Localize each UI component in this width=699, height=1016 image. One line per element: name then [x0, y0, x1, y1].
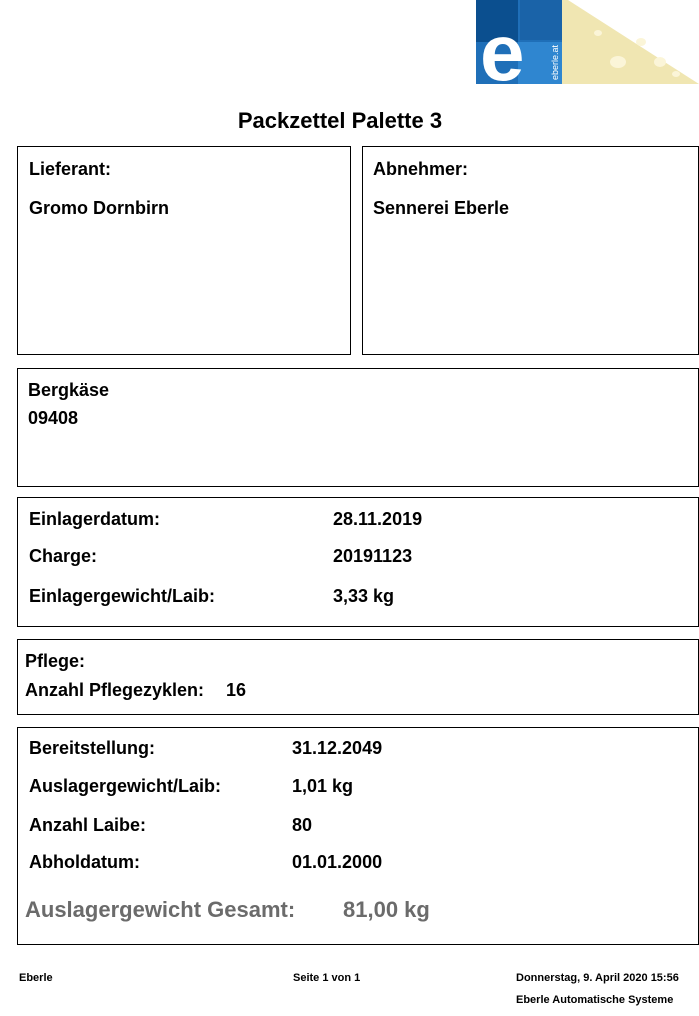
product-code: 09408	[28, 408, 79, 428]
storage-date-label: Einlagerdatum:	[29, 509, 161, 529]
customer-box	[362, 146, 699, 355]
batch-value: 20191123	[333, 546, 413, 566]
care-label: Pflege:	[25, 651, 86, 671]
care-box	[17, 639, 699, 715]
footer-left: Eberle	[19, 972, 53, 984]
count-value: 80	[292, 815, 313, 835]
storage-box	[17, 497, 699, 627]
out-weight-label: Auslagergewicht/Laib:	[29, 776, 222, 796]
ready-label: Bereitstellung:	[29, 738, 156, 758]
customer-label: Abnehmer:	[373, 159, 469, 179]
supplier-box	[17, 146, 351, 355]
product-name: Bergkäse	[28, 380, 110, 400]
product-box	[17, 368, 699, 487]
footer-page-number: Seite 1 von 1	[293, 972, 361, 984]
batch-label: Charge:	[29, 546, 98, 566]
customer-value: Sennerei Eberle	[373, 198, 510, 218]
out-weight-value: 1,01 kg	[292, 776, 354, 796]
ready-value: 31.12.2049	[292, 738, 383, 758]
supplier-label: Lieferant:	[29, 159, 112, 179]
storage-weight-value: 3,33 kg	[333, 586, 395, 606]
logo-domain: eberle.at	[550, 44, 560, 80]
total-weight-label: Auslagergewicht Gesamt:	[25, 897, 296, 922]
total-weight-value: 81,00 kg	[343, 897, 430, 922]
supplier-value: Gromo Dornbirn	[29, 198, 169, 218]
footer-datetime: Donnerstag, 9. April 2020 15:56	[516, 972, 679, 984]
pickup-label: Abholdatum:	[29, 852, 140, 872]
storage-weight-label: Einlagergewicht/Laib:	[29, 586, 216, 606]
storage-date-value: 28.11.2019	[333, 509, 423, 529]
care-cycles-label: Anzahl Pflegezyklen:	[25, 680, 205, 700]
count-label: Anzahl Laibe:	[29, 815, 147, 835]
logo-letter: e	[480, 8, 525, 84]
eberle-logo	[476, 0, 699, 84]
care-cycles-value: 16	[226, 680, 247, 700]
pickup-value: 01.01.2000	[292, 852, 383, 872]
page-title: Packzettel Palette 3	[237, 108, 443, 133]
footer-company: Eberle Automatische Systeme	[516, 994, 674, 1006]
release-box	[17, 727, 699, 945]
